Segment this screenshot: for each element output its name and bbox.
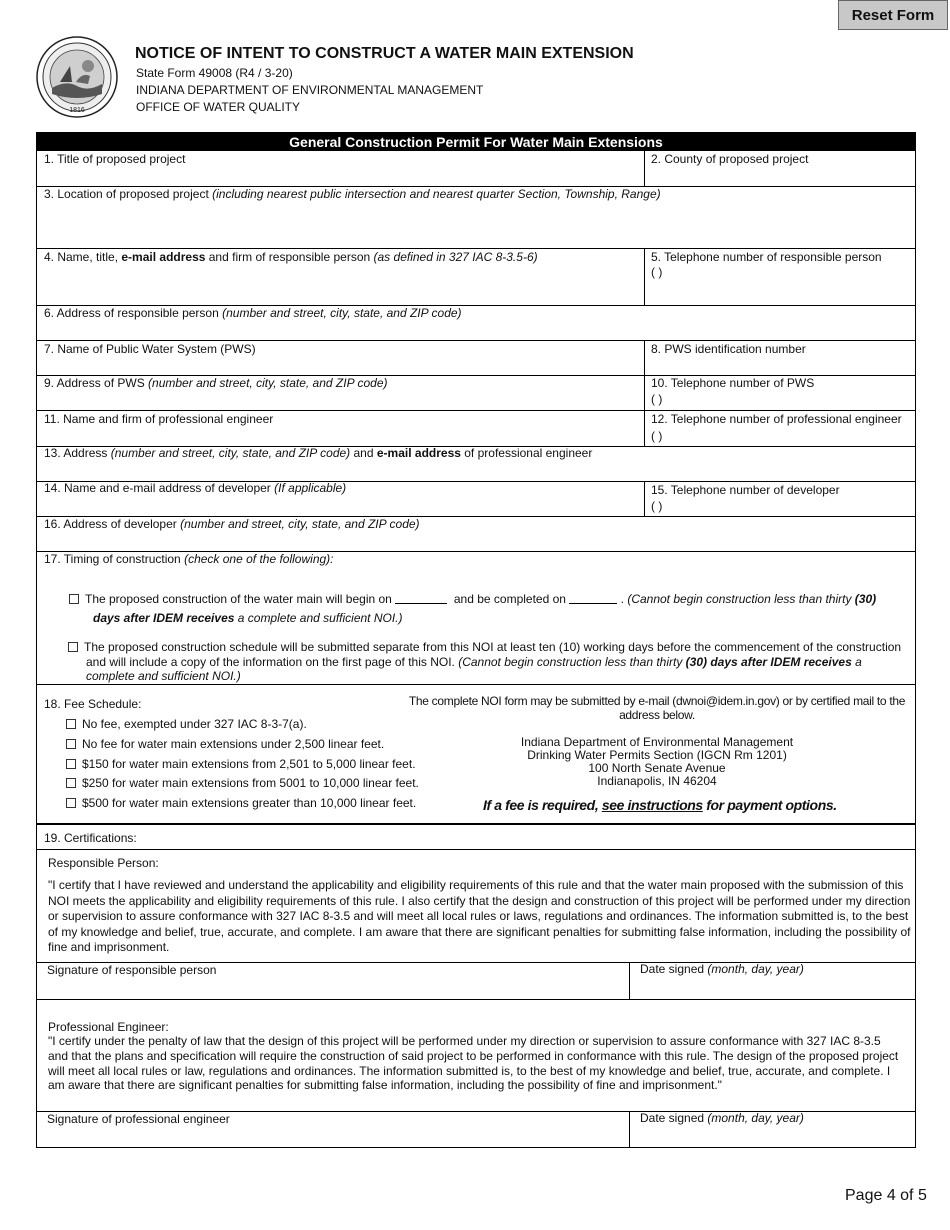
field-pws-address-label: 9. Address of PWS (number and street, city, state, and ZIP code) [44,376,388,390]
certifications-heading: 19. Certifications: [44,831,137,845]
rp-phone-input[interactable]: ( ) [651,265,663,279]
timing-option-separate-cont: and will include a copy of the information on the first page of this NOI. (Cannot begin construction less than thirty (30) days after IDEM receives a [86,655,862,669]
fee-option-checkbox[interactable] [66,798,76,808]
field-pws-phone-label: 10. Telephone number of PWS [651,376,815,390]
location-input[interactable] [37,203,915,247]
field-county-label: 2. County of proposed project [651,152,809,166]
field-pws-id-label: 8. PWS identification number [651,342,806,356]
field-developer-label: 14. Name and e-mail address of developer (If applicable) [44,481,347,495]
field-developer-phone-label: 15. Telephone number of developer [651,483,840,497]
reset-form-button[interactable]: Reset Form [838,0,948,30]
form-banner: General Construction Permit For Water Main Extensions [37,133,915,151]
pe-cert-text: "I certify under the penalty of law that the design of this project will be performed under my direction or supervision to assure conformance with 327 IAC 8-3.5 and that the plans and specification will require the construction of said project to be performed in conformance with this rule. The design of the proposed project will meet all local rules or law, regulations and ordinances. The information submitted is, to the best of my knowledge and belief, true, accurate, and complete. I am aware that there are significant penalties for submitting false information, including the possibility of fine and imprisonment." [48,1034,899,1093]
rp-signature-input[interactable] [37,979,628,998]
field-responsible-person-label: 4. Name, title, e-mail address and firm of responsible person (as defined in 327 IAC 8-3.5-6) [44,250,538,264]
mailing-address: Indiana Department of Environmental Management Drinking Water Permits Section (IGCN Rm 1201) 100 North Senate Avenue Indianapolis, IN 46204 [520,735,794,788]
office-name: OFFICE OF WATER QUALITY [136,100,301,114]
fee-option-checkbox[interactable] [66,719,76,729]
see-instructions-link[interactable]: see instructions [601,797,703,813]
fee-option: $250 for water main extensions from 5001 to 10,000 linear feet. [66,776,419,790]
begin-date-input[interactable] [395,593,447,604]
submission-note: The complete NOI form may be submitted by e-mail (dwnoi@idem.in.gov) or by certified mail to the address below. [408,694,906,722]
rp-date-input[interactable] [630,979,915,998]
seal-year: 1816 [69,107,85,114]
page-title: NOTICE OF INTENT TO CONSTRUCT A WATER MAIN EXTENSION [135,45,634,62]
pe-date-input[interactable] [630,1128,915,1147]
pws-name-input[interactable] [37,357,643,375]
field-location-label: 3. Location of proposed project (including nearest public intersection and nearest quarter Section, Township, Range) [44,187,661,201]
fee-option: $150 for water main extensions from 2,501 to 5,000 linear feet. [66,757,416,771]
completion-date-input[interactable] [569,593,617,604]
fee-payment-note: If a fee is required, see instructions for payment options. [483,797,837,813]
timing-option-separate-cont2: complete and sufficient NOI.) [86,669,241,683]
fee-option-checkbox[interactable] [66,778,76,788]
developer-address-input[interactable] [37,532,915,550]
fee-heading: 18. Fee Schedule: [44,697,142,711]
project-title-input[interactable] [37,167,643,185]
pws-phone-input[interactable]: ( ) [651,392,663,406]
engineer-name-input[interactable] [37,427,643,445]
field-engineer-address-label: 13. Address (number and street, city, state, and ZIP code) and e-mail address of professional engineer [44,446,593,460]
timing-option-separate: The proposed construction schedule will be submitted separate from this NOI at least ten (10) working days before the commencement of the construction [68,640,901,654]
pe-cert-heading: Professional Engineer: [48,1020,169,1034]
engineer-address-input[interactable] [37,462,915,480]
county-input[interactable] [645,167,915,185]
timing-option-separate-checkbox[interactable] [68,642,78,652]
field-engineer-phone-label: 12. Telephone number of professional engineer [651,412,902,426]
timing-option-begin-cont: days after IDEM receives a complete and sufficient NOI.) [93,611,403,625]
field-developer-address-label: 16. Address of developer (number and street, city, state, and ZIP code) [44,517,420,531]
pe-signature-label: Signature of professional engineer [47,1112,230,1126]
permit-form [36,132,916,1148]
developer-phone-input[interactable]: ( ) [651,499,663,513]
fee-option: No fee for water main extensions under 2,500 linear feet. [66,737,384,751]
pe-date-label: Date signed (month, day, year) [640,1111,804,1125]
rp-date-label: Date signed (month, day, year) [640,962,804,976]
timing-heading: 17. Timing of construction (check one of the following): [44,552,334,566]
form-number: State Form 49008 (R4 / 3-20) [136,66,293,80]
field-rp-phone-label: 5. Telephone number of responsible person [651,250,882,264]
page-number: Page 4 of 5 [845,1187,927,1204]
rp-cert-text: "I certify that I have reviewed and understand the applicability and eligibility requirements of this rule and that the water main proposed with the submission of this NOI meets the applicability and eligibility requirements of this rule. I also certify that the design and construction of this project will be performed under my direction or supervision to assure conformance with 327 IAC 8-3.5 and will meet all local rules or laws, regulations and ordinances. The information submitted is, to the best of my knowledge and belief, true, accurate, and complete. I am aware that there are significant penalties for submitting false information, including the possibility of fine and imprisonment. [48,878,911,954]
pws-id-input[interactable] [645,357,915,375]
rp-signature-label: Signature of responsible person [47,963,217,977]
fee-option: No fee, exempted under 327 IAC 8-3-7(a). [66,717,307,731]
fee-option-checkbox[interactable] [66,739,76,749]
pws-address-input[interactable] [37,392,643,410]
fee-option-checkbox[interactable] [66,759,76,769]
rp-address-input[interactable] [37,321,915,339]
engineer-phone-input[interactable]: ( ) [651,429,663,443]
field-project-title-label: 1. Title of proposed project [44,152,186,166]
responsible-person-input[interactable] [37,266,643,304]
timing-option-begin-checkbox[interactable] [69,594,79,604]
field-rp-address-label: 6. Address of responsible person (number and street, city, state, and ZIP code) [44,306,462,320]
field-pws-name-label: 7. Name of Public Water System (PWS) [44,342,256,356]
fee-option: $500 for water main extensions greater than 10,000 linear feet. [66,796,416,810]
rp-cert-heading: Responsible Person: [48,856,159,870]
state-seal-icon [36,36,118,118]
developer-input[interactable] [37,497,643,515]
field-engineer-name-label: 11. Name and firm of professional engineer [44,412,274,426]
timing-option-begin: The proposed construction of the water main will begin on and be completed on . (Cannot begin construction less than thirty (30) [69,592,876,606]
pe-signature-input[interactable] [37,1128,628,1147]
agency-name: INDIANA DEPARTMENT OF ENVIRONMENTAL MANAGEMENT [136,83,484,97]
